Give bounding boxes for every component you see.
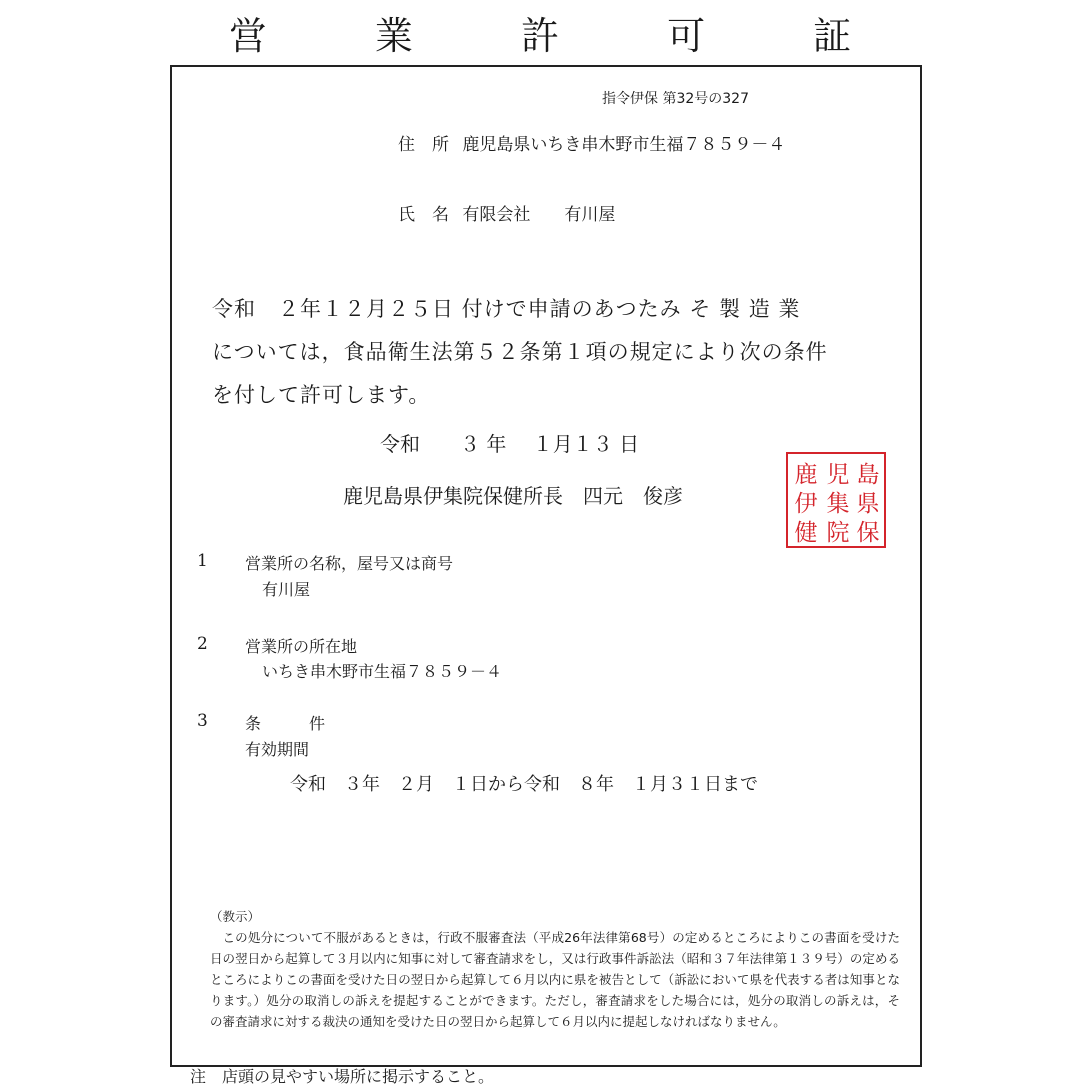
notice-body: この処分について不服があるときは，行政不服審査法（平成26年法律第68号）の定めるところによりこの書面を受けた日の翌日から起算して３月以内に知事に対して審査請求をし，又は行政事件訴訟法（昭和３７年法律第１３９号）の定めるところによりこの書面を受けた日の翌日から起算して６月以内に県を被告として（訴訟において県を代表する者は知事となります。）処分の取消しの訴えを提起することができます。ただし，審査請求をした場合には，処分の取消しの訴えは，その審査請求に対する裁決の通知を受けた日の翌日から起算して６月以内に提起しなければなりません。	[210, 930, 900, 1029]
permit-number: 指令伊保 第32号の327	[602, 91, 749, 107]
item-label: 営業所の所在地	[245, 637, 358, 656]
svg-text:鹿: 鹿	[794, 462, 818, 488]
svg-text:院: 院	[826, 520, 850, 546]
svg-text:集: 集	[826, 491, 850, 517]
item-number: 1	[197, 551, 208, 571]
legal-notice	[210, 906, 900, 1032]
statement-line: については，食品衛生法第５２条第１項の規定により次の条件	[212, 340, 828, 364]
svg-text:健: 健	[794, 520, 818, 546]
address-row	[398, 130, 785, 155]
item-number: 3	[197, 711, 208, 731]
name-row	[398, 200, 615, 225]
svg-text:県: 県	[856, 491, 880, 517]
svg-text:伊: 伊	[794, 491, 818, 517]
official-seal	[786, 452, 886, 548]
name-label: 氏 名	[398, 205, 449, 225]
item-value: 有効期間	[245, 740, 310, 759]
footer-note: 注 店頭の見やすい場所に掲示すること。	[190, 1067, 495, 1086]
seal-graphic	[788, 454, 884, 546]
statement-line: 令和 ２年１２月２５日 付けで申請のあつたみ そ 製 造 業	[212, 297, 801, 321]
document-title: 営 業 許 可 証	[228, 14, 900, 58]
permit-statement	[212, 288, 828, 417]
svg-text:島: 島	[856, 462, 880, 488]
statement-line: を付して許可します。	[212, 383, 431, 407]
issuer-name: 鹿児島県伊集院保健所長 四元 俊彦	[343, 484, 683, 508]
notice-heading: （教示）	[210, 909, 261, 924]
item-label: 営業所の名称，屋号又は商号	[245, 554, 454, 573]
item-value: いちき串木野市生福７８５９－４	[262, 662, 503, 681]
svg-text:児: 児	[826, 462, 850, 488]
item-value: 有川屋	[262, 580, 311, 599]
name-value: 有限会社 有川屋	[462, 205, 616, 225]
address-value: 鹿児島県いちき串木野市生福７８５９－４	[462, 135, 786, 155]
validity-period: 令和 ３年 ２月 １日から令和 ８年 １月３１日まで	[290, 774, 758, 795]
address-label: 住 所	[398, 135, 449, 155]
issue-date: 令和 ３ 年 １月１３ 日	[380, 432, 640, 456]
item-label: 条 件	[245, 714, 326, 733]
svg-text:保: 保	[856, 520, 880, 546]
item-number: 2	[197, 634, 208, 654]
